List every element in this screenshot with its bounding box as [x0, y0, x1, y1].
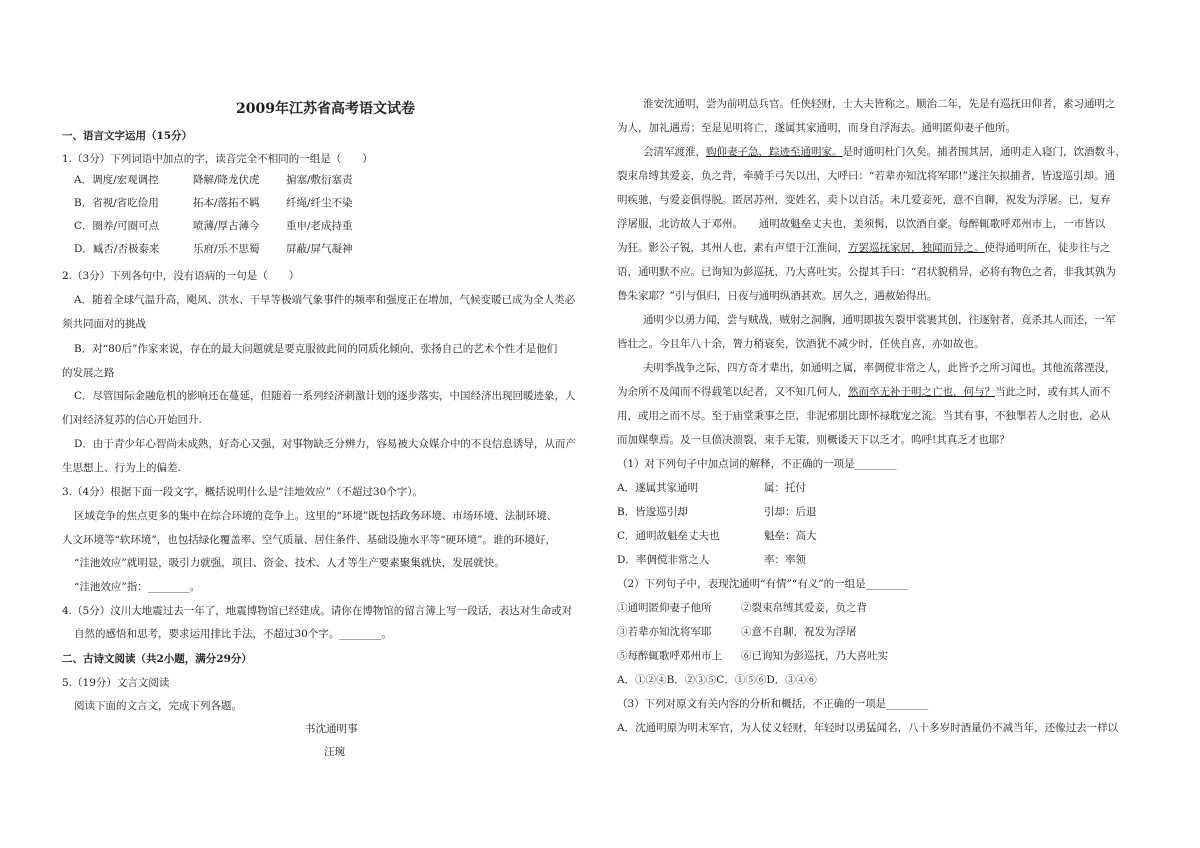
- sub-q1-option-gloss: 魁垒：高大: [764, 530, 817, 542]
- sub-q2-item: ①通明匿仰妻子他所: [617, 602, 712, 614]
- sub-q2-item: ⑥已询知为彭巡抚，乃大喜吐实: [741, 650, 888, 662]
- sub-q2-stem: （2）下列句子中，表现沈通明“有情”“有义”的一组是________: [617, 578, 908, 590]
- q2-line: C．尽管国际金融危机的影响还在蔓延，但随着一系列经济刺激计划的逐步落实，中国经济出现回暖迹象，人: [74, 390, 576, 402]
- passage-line: 裂束帛缚其爱妾，负之背，牵骑手弓矢以出，大呼曰：“若辈亦知沈将军耶!”遂注矢拟捕者，皆逡巡引却。通: [617, 170, 1115, 182]
- q1-option-c-col1: C．圈养/可圈可点: [74, 220, 160, 232]
- q1-option-d-col3: 屏蔽/屏气凝神: [286, 243, 353, 255]
- passage-line: [643, 145, 1126, 159]
- sub-q3-option-a: A．沈通明原为明末军官，为人仗义轻财，年轻时以勇猛闻名，八十多岁时酒量仍不减当年，还像过去一样以: [617, 722, 1119, 734]
- sub-q2-item: ④意不自聊，祝发为浮屠: [741, 626, 857, 638]
- underlined-sentence: 然而卒无补于明之亡也，何与？: [848, 386, 995, 398]
- q2-line: 须共同面对的挑战: [62, 318, 146, 330]
- sub-q1-option-label: A．遂属其家通明: [617, 482, 699, 494]
- passage-line: 语，通明默不应。已询知为彭巡抚，乃大喜吐实。公提其手曰：“君状貌稍异，必将有物色之者，非我其孰为: [617, 266, 1116, 278]
- sub-q2-answers: A．①②④B．②③⑤C．①⑤⑥D．③④⑥: [617, 674, 817, 686]
- q3-answer-line: “洼池效应”指：________。: [74, 581, 201, 593]
- q3-line: 区域竞争的焦点更多的集中在综合环境的竞争上。这里的“环境”既包括政务环境、市场环境、法制环境、: [74, 510, 558, 522]
- passage-text: 为余所不及闻而不得载笔以纪者，又不知几何人，: [617, 386, 848, 398]
- passage-line: 夫明季战争之际，四方奇才辈出，如通明之属，率倜傥非常之人，此皆予之所习闻也。其他流落湮没，: [643, 362, 1116, 374]
- sub-q1-option-label: D．率倜傥非常之人: [617, 554, 710, 566]
- sub-q1-option-gloss: 率：率领: [764, 554, 806, 566]
- passage-line: 明疾驰，与爱妾俱得脱。匿居苏州，变姓名，卖卜以自活。未几爱妾死，意不自聊，祝发为浮屠。已，复弃: [617, 194, 1111, 206]
- q2-line: 们对经济复苏的信心开始回升.: [62, 414, 202, 426]
- passage-line: [617, 241, 1111, 255]
- q1-option-b-col1: B．省视/省吃俭用: [74, 197, 159, 209]
- underlined-sentence: 方罢巡抚家居，独闻而异之。: [848, 242, 985, 254]
- sub-q2-item: ⑤每醉辄歌呼邓州市上: [617, 650, 722, 662]
- sub-q1-option-gloss: 引却：后退: [764, 506, 817, 518]
- q2-line: D．由于青少年心智尚未成熟，好奇心又强，对事物缺乏分辨力，容易被大众媒介中的不良信息诱导，从而产: [74, 438, 576, 450]
- passage-text: 会清军渡淮，: [643, 146, 706, 158]
- q1-option-c-col3: 重申/老成持重: [286, 220, 353, 232]
- q2-line: A．随着全球气温升高，飓风、洪水、干旱等极端气象事件的频率和强度正在增加，气候变暖已成为全人类必: [74, 294, 576, 306]
- q1-stem: 1.（3分）下列词语中加点的字，读音完全不相同的一组是（ ）: [62, 153, 373, 165]
- q3-line: “洼池效应”就明显，吸引力就强，项目、资金、技术、人才等生产要素聚集就快，发展就快。: [74, 557, 505, 569]
- q3-line: 人文环境等“软环境”，也包括绿化覆盖率、空气质量、居住条件、基础设施水平等“硬环境”。谁的环境好，: [62, 534, 556, 546]
- passage-line: 而加媒孽焉。及一旦偾决溃裂，束手无策，则概诿天下以乏才。呜呼!其真乏才也耶？: [617, 434, 1010, 446]
- passage-text: 使得通明所在，徒步往与之: [984, 242, 1111, 254]
- passage-author: 汪琬: [324, 746, 345, 758]
- section2-heading: 二、古诗文阅读（共2小题，满分29分）: [62, 653, 252, 665]
- q1-option-d-col1: D．臧否/否极泰来: [74, 243, 160, 255]
- q3-stem: 3.（4分）根据下面一段文字，概括说明什么是“洼地效应”（不超过30个字）。: [62, 486, 424, 498]
- passage-line: 用，或用之而不尽。至于庙堂秉事之臣，非泥邪朋比即怀禄耽宠之流。当其有事，不独掣若人之肘也，必从: [617, 410, 1111, 422]
- q1-option-b-col2: 拓本/落拓不羁: [193, 197, 260, 209]
- q5-instruction: 阅读下面的文言文，完成下列各题。: [74, 700, 242, 712]
- passage-line: 为人，加礼遇焉；至是见明将亡，遂属其家通明，而身自浮海去。通明匿仰妻子他所。: [617, 122, 1016, 134]
- sub-q2-item: ②裂束帛缚其爱妾，负之背: [741, 602, 867, 614]
- sub-q1-stem: （1）对下列句子中加点词的解释，不正确的一项是________: [617, 458, 897, 470]
- q5-stem: 5.（19分）文言文阅读: [62, 677, 170, 689]
- q1-option-d-col2: 乐府/乐不思蜀: [193, 243, 260, 255]
- exam-title: 2009年江苏省高考语文试卷: [236, 101, 415, 117]
- passage-line: 皆壮之。今且年八十余，膂力稍衰矣，饮酒犹不减少时，任侠自喜，亦如故也。: [617, 338, 985, 350]
- q2-line: 的发展之路: [62, 367, 115, 379]
- section1-heading: 一、语言文字运用（15分）: [62, 130, 193, 142]
- passage-text: 当此之时，或有其人而不: [995, 386, 1111, 398]
- q1-option-a-col1: A．调度/宏观调控: [74, 174, 159, 186]
- passage-title: 书沈通明事: [305, 723, 358, 735]
- sub-q1-option-gloss: 属：托付: [764, 482, 806, 494]
- passage-text: 是时通明杜门久矣。捕者围其居，通明走入寝门，饮酒数斗，: [842, 146, 1126, 158]
- sub-q2-item: ③若辈亦知沈将军耶: [617, 626, 712, 638]
- passage-line: 淮安沈通明，尝为前明总兵官。任侠轻财，士大夫皆称之。顺治二年，先是有巡抚田仰者，素习通明之: [643, 98, 1116, 110]
- q1-option-a-col3: 掮塞/敷衍塞责: [286, 174, 353, 186]
- q1-option-c-col2: 喷薄/厚古薄今: [193, 220, 260, 232]
- sub-q1-option-label: C．通明故魁垒丈夫也: [617, 530, 720, 542]
- q4-line: 4.（5分）汶川大地震过去一年了，地震博物馆已经建成。请你在博物馆的留言簿上写一段话，表达对生命或对: [62, 605, 573, 617]
- underlined-sentence: 购仰妻子急，踪迹至通明家。: [706, 146, 843, 158]
- passage-text: 为狂。影公子锐，其州人也，素有声望于江淮间，: [617, 242, 848, 254]
- q2-line: 生思想上、行为上的偏差.: [62, 462, 181, 474]
- q1-option-a-col2: 降解/降龙伏虎: [193, 174, 260, 186]
- passage-line: 浮屠服，北访故人于邓州。 通明故魁垒丈夫也，美须髯，以饮酒自豪。每醉辄歌呼邓州市上，一市皆以: [617, 218, 1106, 230]
- q1-option-b-col3: 纤绳/纤尘不染: [286, 197, 353, 209]
- sub-q3-stem: （3）下列对原文有关内容的分析和概括，不正确的一项是________: [617, 698, 929, 710]
- passage-line: 鲁朱家耶？”引与俱归，日夜与通明纵酒甚欢。居久之，遇赦始得出。: [617, 290, 938, 302]
- q2-stem: 2.（3分）下列各句中，没有语病的一句是（ ）: [62, 270, 300, 282]
- sub-q1-option-label: B．皆逡巡引却: [617, 506, 688, 518]
- q2-line: B．对“80后”作家来说，存在的最大问题就是要克服彼此间的同质化倾向，张扬自己的艺术个性才是他们: [74, 343, 558, 355]
- passage-line: 通明少以勇力闻，尝与贼战，贼射之洞胸，通明即拔矢裂甲裳裹其创，往逐射者，竟杀其人而还，一军: [643, 314, 1116, 326]
- q4-line: 自然的感悟和思考，要求运用排比手法，不超过30个字。________。: [74, 628, 392, 640]
- passage-line: [617, 385, 1111, 399]
